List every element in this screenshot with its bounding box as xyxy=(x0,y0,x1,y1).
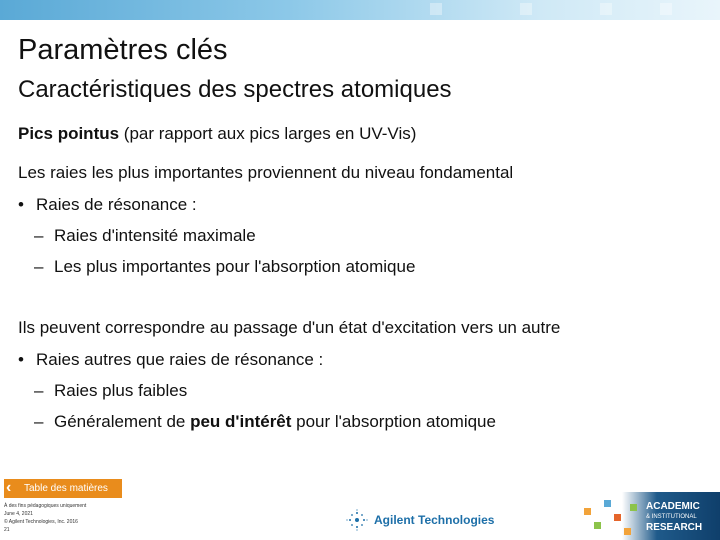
sub-bullet-text: Les plus importantes pour l'absorption atomique xyxy=(54,257,416,276)
paragraph-excitation: Ils peuvent correspondre au passage d'un état d'excitation vers un autre xyxy=(18,318,561,337)
research-label: RESEARCH xyxy=(646,522,703,533)
footer-date: June 4, 2021 xyxy=(4,511,33,517)
decor-square xyxy=(614,514,621,521)
sub-bullet-text: Raies plus faibles xyxy=(54,381,188,400)
bullet-item xyxy=(18,195,197,215)
decor-square xyxy=(584,508,591,515)
footer-note: À des fins pédagogiques uniquement xyxy=(4,503,87,509)
paragraph-sharp-peaks xyxy=(18,124,416,144)
bullet-text: Raies de résonance : xyxy=(36,195,197,214)
spark-icon xyxy=(346,509,368,531)
sub-bullet-item xyxy=(34,226,256,246)
bold-term: Pics pointus xyxy=(18,124,120,143)
slide-title: Paramètres clés xyxy=(18,34,228,66)
decor-square xyxy=(600,3,612,15)
chevron-left-icon: ‹ xyxy=(6,479,12,496)
dash-icon: – xyxy=(34,381,44,400)
decor-square xyxy=(520,3,532,15)
decor-square xyxy=(624,528,631,535)
sub-bullet-text: Généralement de xyxy=(54,412,191,431)
academic-research-logo xyxy=(580,492,720,540)
table-of-contents-button[interactable] xyxy=(4,479,122,498)
decor-square xyxy=(594,522,601,529)
institutional-label: & INSTITUTIONAL xyxy=(646,514,697,520)
slide-subtitle: Caractéristiques des spectres atomiques xyxy=(18,76,452,103)
bold-term: peu d'intérêt xyxy=(190,412,292,431)
bullet-item xyxy=(18,350,323,370)
sub-bullet-item xyxy=(34,412,496,432)
decor-square xyxy=(604,500,611,507)
sub-bullet-item xyxy=(34,257,415,277)
slide-number: 21 xyxy=(4,527,10,533)
brand-name: Agilent Technologies xyxy=(374,513,495,527)
sub-bullet-item xyxy=(34,381,187,401)
sub-bullet-text: Raies d'intensité maximale xyxy=(54,226,256,245)
toc-label: Table des matières xyxy=(24,483,108,494)
footer-copyright: © Agilent Technologies, Inc. 2016 xyxy=(4,519,78,525)
sub-bullet-text: pour l'absorption atomique xyxy=(291,412,496,431)
academic-label: ACADEMIC xyxy=(646,501,700,512)
decor-square xyxy=(630,504,637,511)
paragraph-text: (par rapport aux pics larges en UV-Vis) xyxy=(119,124,417,143)
bullet-icon: • xyxy=(18,195,24,214)
dash-icon: – xyxy=(34,226,44,245)
header-band xyxy=(0,0,720,20)
dash-icon: – xyxy=(34,412,44,431)
bullet-text: Raies autres que raies de résonance : xyxy=(36,350,324,369)
decor-square xyxy=(660,3,672,15)
paragraph-ground-level: Les raies les plus importantes proviennent du niveau fondamental xyxy=(18,163,514,182)
bullet-icon: • xyxy=(18,350,24,369)
dash-icon: – xyxy=(34,257,44,276)
decor-square xyxy=(430,3,442,15)
